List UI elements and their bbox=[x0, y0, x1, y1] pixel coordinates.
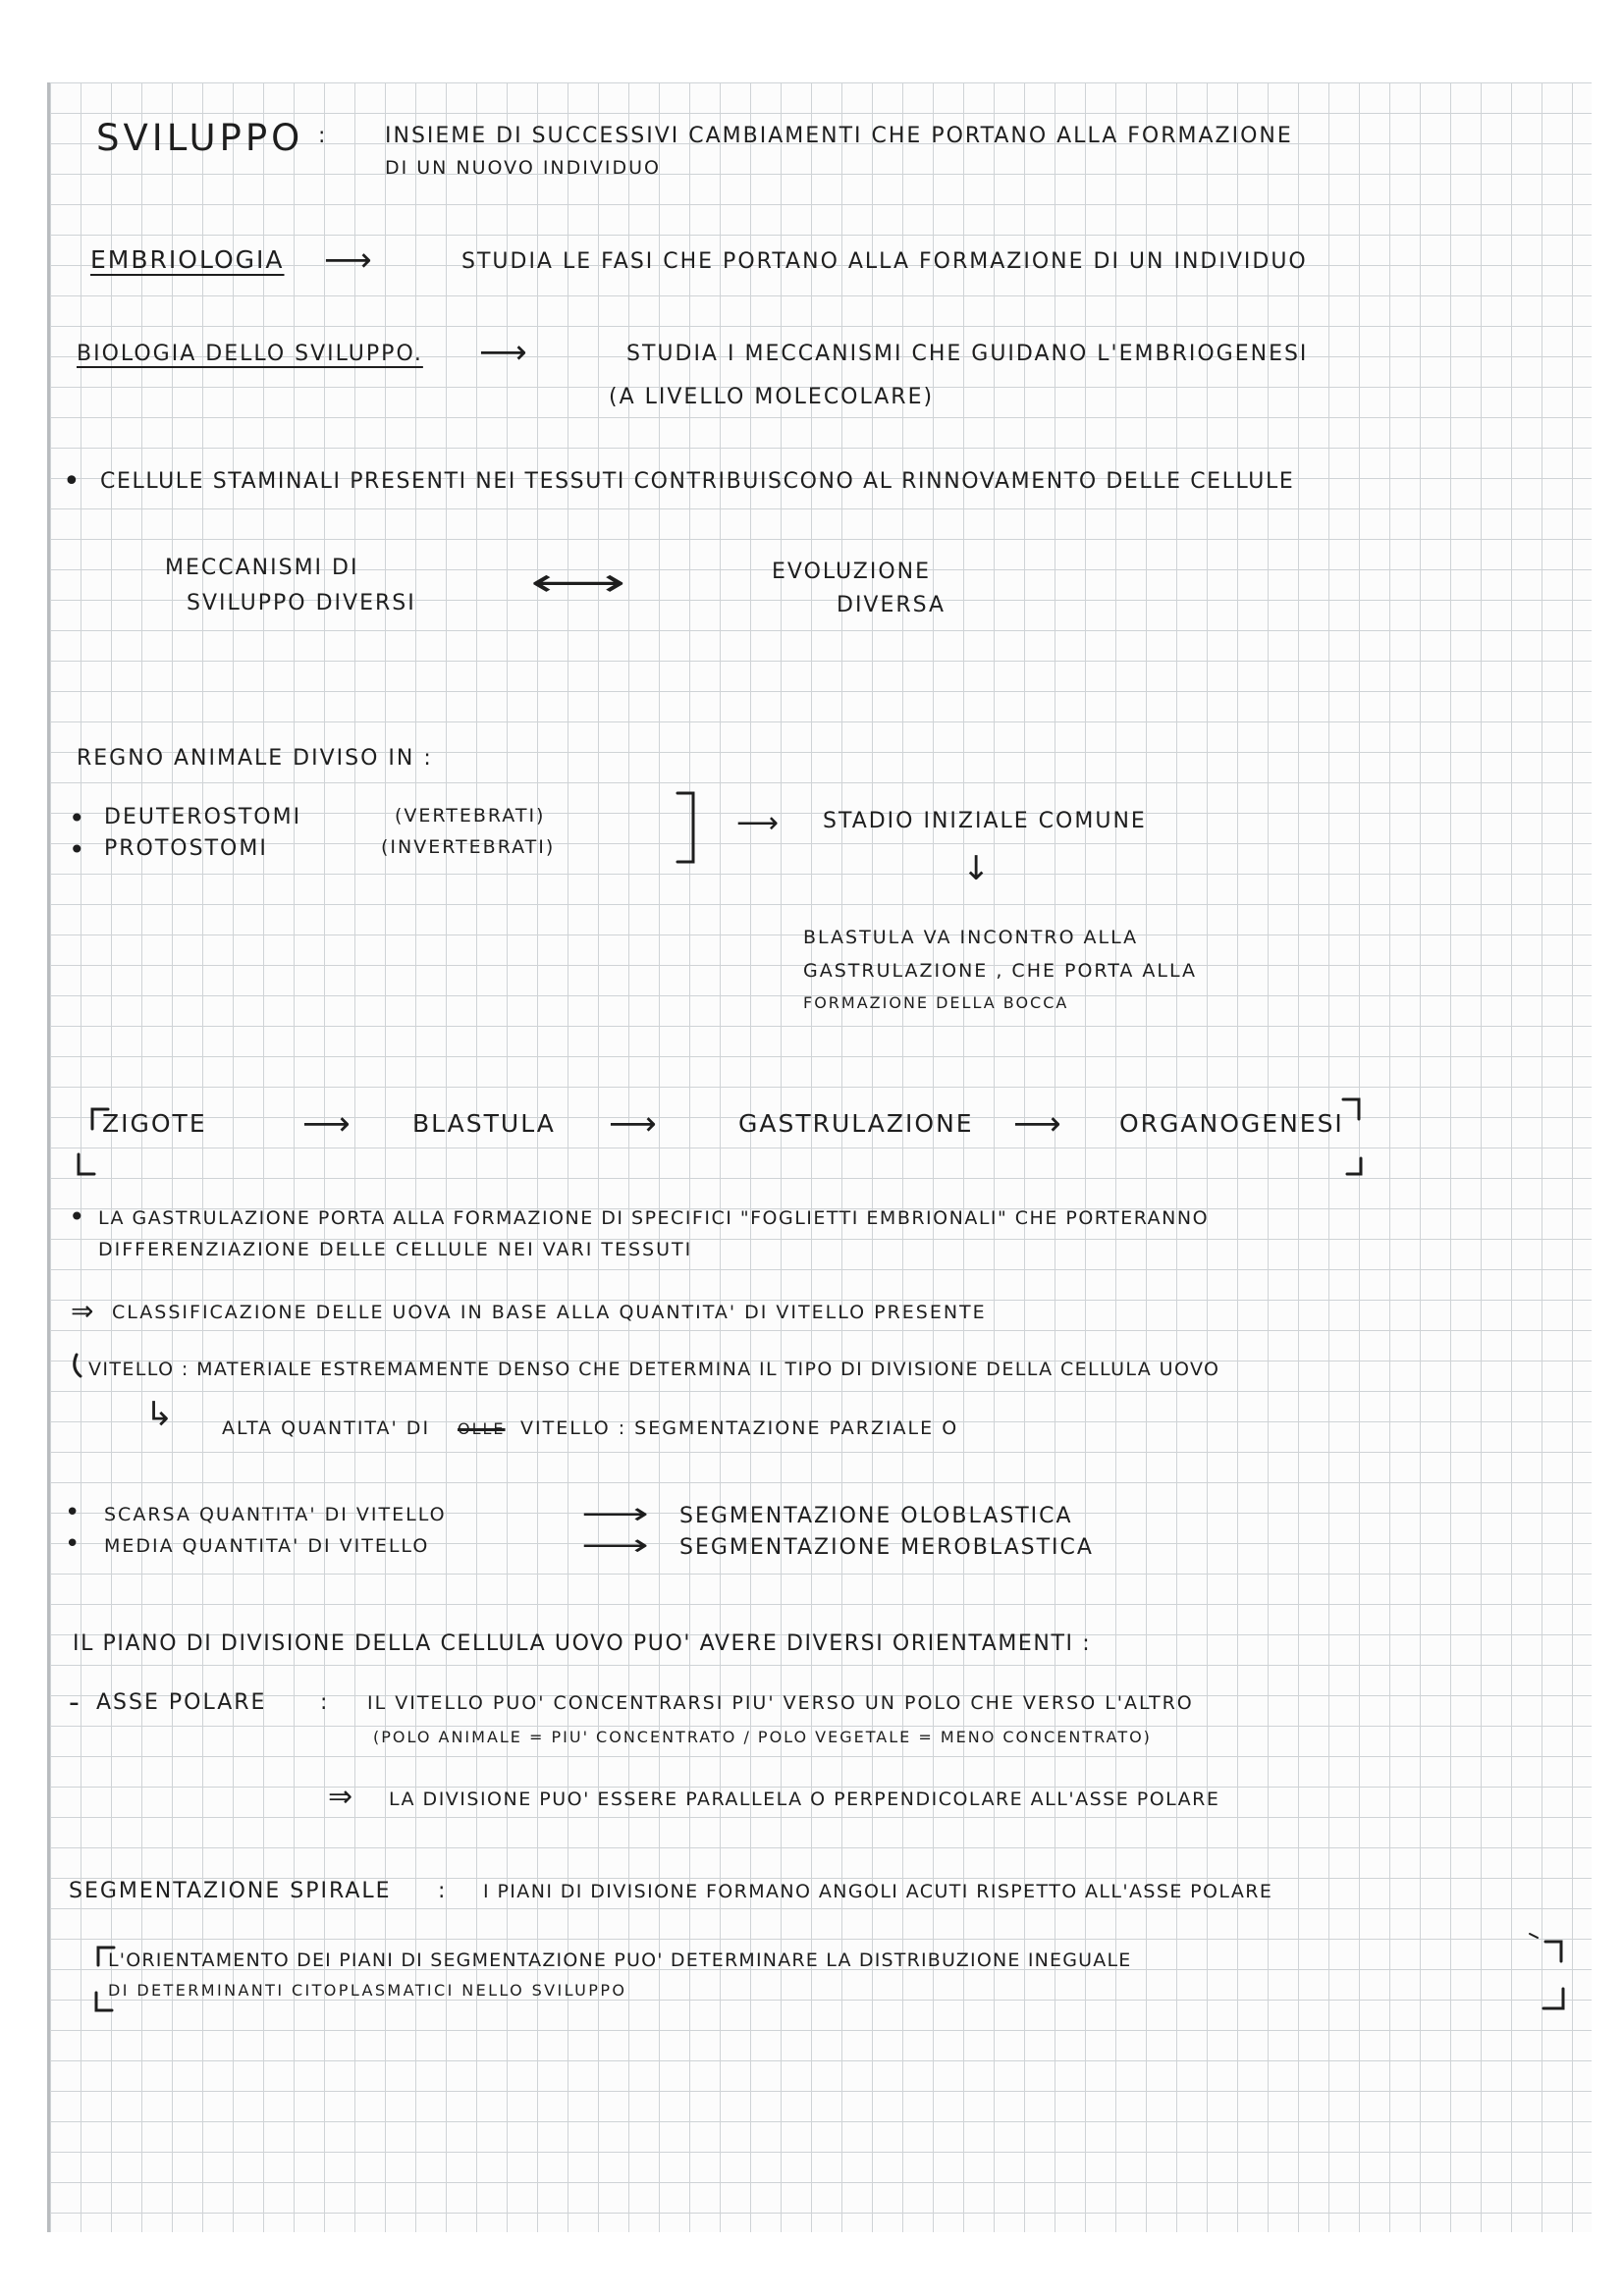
conclusion-arrow: ⇒ bbox=[328, 1780, 353, 1814]
scarsa-result: SEGMENTAZIONE OLOBLASTICA bbox=[679, 1504, 1073, 1528]
piano-heading: IL PIANO DI DIVISIONE DELLA CELLULA UOVO PUO' AVERE DIVERSI ORIENTAMENTI : bbox=[73, 1631, 1092, 1656]
evoluzione-line1: EVOLUZIONE bbox=[772, 560, 931, 584]
staminali-bullet: • bbox=[63, 464, 81, 499]
deuterostomi-note: (VERTEBRATI) bbox=[395, 805, 546, 827]
evoluzione-line2: DIVERSA bbox=[837, 593, 947, 617]
blastula-line1: BLASTULA VA INCONTRO ALLA bbox=[803, 927, 1139, 948]
meccanismi-line2: SVILUPPO DIVERSI bbox=[187, 591, 416, 615]
deuterostomi-bullet: • bbox=[69, 802, 85, 834]
blastula-line3: FORMAZIONE DELLA BOCCA bbox=[803, 993, 1069, 1012]
sequence-bracket-bottom-right bbox=[1347, 1158, 1361, 1174]
spirale-label: SEGMENTAZIONE SPIRALE bbox=[69, 1879, 392, 1903]
sequence-arrow-3: ⟶ bbox=[1013, 1104, 1061, 1144]
vitello-struck-word: OLLE bbox=[458, 1419, 506, 1438]
asse-text: IL VITELLO PUO' CONCENTRARSI PIU' VERSO UN POLO CHE VERSO L'ALTRO bbox=[367, 1692, 1194, 1714]
spirale-bracket-top-left bbox=[98, 1948, 114, 1965]
deuterostomi-name: DEUTEROSTOMI bbox=[104, 805, 302, 829]
biologia-definition-line2: (A LIVELLO MOLECOLARE) bbox=[609, 385, 935, 409]
biologia-definition-line1: STUDIA I MECCANISMI CHE GUIDANO L'EMBRIOGENESI bbox=[626, 342, 1309, 366]
sviluppo-definition-line2: DI UN NUOVO INDIVIDUO bbox=[385, 157, 661, 179]
step-organogenesi: ORGANOGENESI bbox=[1119, 1109, 1344, 1138]
spirale-box-line2: DI DETERMINANTI CITOPLASMATICI NELLO SVILUPPO bbox=[108, 1981, 627, 2000]
asse-dash: - bbox=[69, 1685, 80, 1720]
spirale-colon: : bbox=[438, 1879, 448, 1903]
gastrulazione-line1: LA GASTRULAZIONE PORTA ALLA FORMAZIONE DI SPECIFICI "FOGLIETTI EMBRIONALI" CHE PORTERANNO bbox=[98, 1207, 1210, 1229]
regno-arrow: ⟶ bbox=[736, 806, 780, 840]
staminali-text: CELLULE STAMINALI PRESENTI NEI TESSUTI CONTRIBUISCONO AL RINNOVAMENTO DELLE CELLULE bbox=[100, 469, 1295, 494]
protostomi-note: (INVERTEBRATI) bbox=[381, 836, 556, 858]
scarsa-arrow: ⟶ bbox=[581, 1497, 649, 1531]
scarsa-label: SCARSA QUANTITA' DI VITELLO bbox=[104, 1504, 447, 1525]
vitello-sub-prefix: ALTA QUANTITA' DI bbox=[222, 1417, 431, 1439]
spirale-text: I PIANI DI DIVISIONE FORMANO ANGOLI ACUTI RISPETTO ALL'ASSE POLARE bbox=[483, 1881, 1273, 1902]
embriologia-definition: STUDIA LE FASI CHE PORTANO ALLA FORMAZIONE DI UN INDIVIDUO bbox=[461, 249, 1308, 274]
media-label: MEDIA QUANTITA' DI VITELLO bbox=[104, 1535, 430, 1557]
spirale-edge-mark bbox=[1530, 1934, 1538, 1938]
sequence-bracket-bottom-left bbox=[79, 1154, 94, 1174]
vitello-sub-arrow: ↳ bbox=[145, 1395, 174, 1434]
classificazione-arrow: ⇒ bbox=[71, 1295, 94, 1327]
asse-colon: : bbox=[320, 1690, 330, 1715]
gastrulazione-line2: DIFFERENZIAZIONE DELLE CELLULE NEI VARI TESSUTI bbox=[98, 1239, 693, 1260]
sequence-arrow-1: ⟶ bbox=[302, 1104, 351, 1144]
biologia-sviluppo-term: BIOLOGIA DELLO SVILUPPO. bbox=[77, 342, 423, 366]
vitello-definition: VITELLO : MATERIALE ESTREMAMENTE DENSO CHE DETERMINA IL TIPO DI DIVISIONE DELLA CELLULA UOVO bbox=[88, 1359, 1220, 1380]
asse-label: ASSE POLARE bbox=[96, 1690, 267, 1715]
stadio-iniziale: STADIO INIZIALE COMUNE bbox=[823, 809, 1147, 833]
spirale-bracket-bottom-right bbox=[1543, 1989, 1563, 2008]
embriologia-arrow: ⟶ bbox=[324, 240, 372, 280]
media-bullet: • bbox=[65, 1529, 81, 1559]
gastrulazione-bullet: • bbox=[69, 1201, 85, 1233]
protostomi-bullet: • bbox=[69, 833, 85, 866]
step-gastrulazione: GASTRULAZIONE bbox=[738, 1109, 974, 1138]
meccanismi-line1: MECCANISMI DI bbox=[165, 556, 359, 580]
protostomi-name: PROTOSTOMI bbox=[104, 836, 268, 861]
vitello-side-mark bbox=[75, 1355, 81, 1376]
scarsa-bullet: • bbox=[65, 1498, 81, 1527]
regno-heading: REGNO ANIMALE DIVISO IN : bbox=[77, 746, 433, 771]
sequence-bracket-top-right bbox=[1343, 1099, 1359, 1119]
media-arrow: ⟶ bbox=[581, 1528, 649, 1563]
biologia-arrow: ⟶ bbox=[479, 333, 527, 372]
spirale-bracket-bottom-left bbox=[96, 1993, 112, 2010]
sviluppo-definition-line1: INSIEME DI SUCCESSIVI CAMBIAMENTI CHE PORTANO ALLA FORMAZIONE bbox=[385, 124, 1293, 148]
double-arrow: ⟷ bbox=[530, 561, 626, 606]
blastula-line2: GASTRULAZIONE , CHE PORTA ALLA bbox=[803, 960, 1198, 982]
embriologia-term: EMBRIOLOGIA bbox=[90, 245, 285, 274]
classificazione-text: CLASSIFICAZIONE DELLE UOVA IN BASE ALLA QUANTITA' DI VITELLO PRESENTE bbox=[112, 1302, 987, 1323]
sviluppo-term: SVILUPPO bbox=[96, 117, 304, 159]
asse-note: (POLO ANIMALE = PIU' CONCENTRATO / POLO VEGETALE = MENO CONCENTRATO) bbox=[373, 1728, 1152, 1746]
spirale-bracket-top-right bbox=[1545, 1942, 1561, 1961]
step-blastula: BLASTULA bbox=[412, 1109, 556, 1138]
down-arrow: ↓ bbox=[962, 849, 991, 888]
sequence-arrow-2: ⟶ bbox=[609, 1104, 657, 1144]
sequence-bracket-top-left bbox=[92, 1109, 108, 1129]
spirale-box-line1: L'ORIENTAMENTO DEI PIANI DI SEGMENTAZIONE PUO' DETERMINARE LA DISTRIBUZIONE INEGUALE bbox=[108, 1949, 1132, 1971]
step-zigote: ZIGOTE bbox=[102, 1109, 207, 1138]
regno-bracket bbox=[677, 793, 693, 862]
vitello-sub-suffix: VITELLO : SEGMENTAZIONE PARZIALE O bbox=[520, 1417, 959, 1439]
conclusion-text: LA DIVISIONE PUO' ESSERE PARALLELA O PERPENDICOLARE ALL'ASSE POLARE bbox=[389, 1789, 1220, 1810]
sviluppo-colon: : bbox=[318, 124, 328, 148]
media-result: SEGMENTAZIONE MEROBLASTICA bbox=[679, 1535, 1094, 1560]
